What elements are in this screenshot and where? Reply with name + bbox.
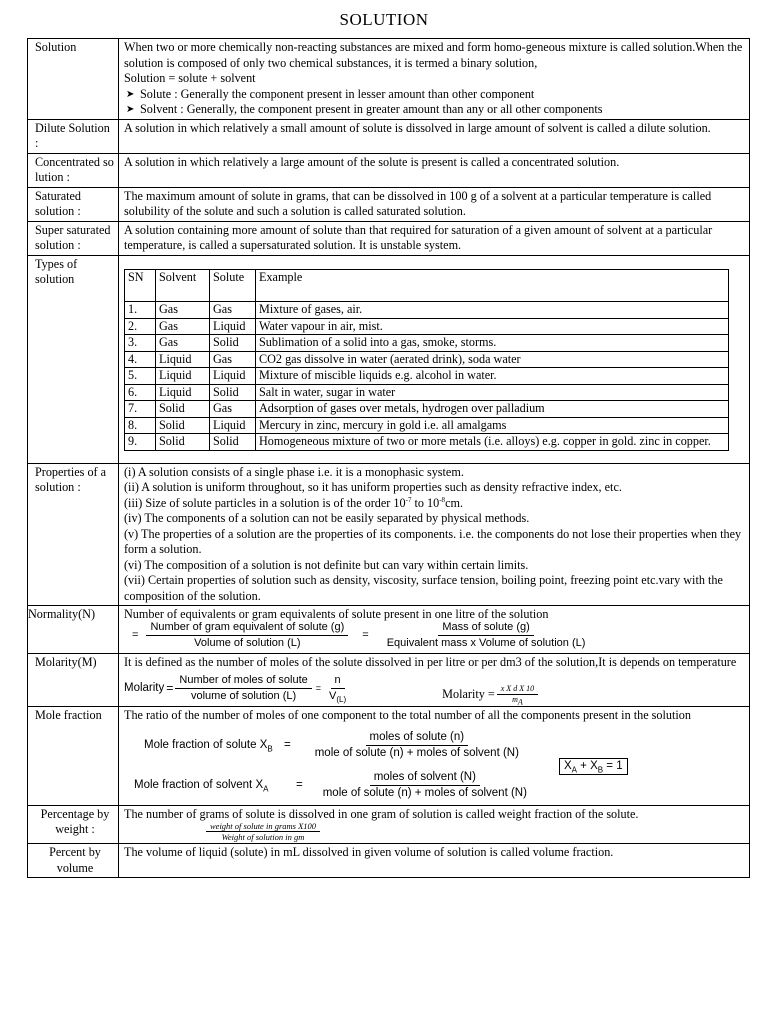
- label-dilute: Dilute Solution :: [28, 119, 119, 153]
- types-cell-solvent: Gas: [156, 335, 210, 352]
- types-cell-solute: Liquid: [210, 368, 256, 385]
- types-cell-example: Water vapour in air, mist.: [256, 318, 729, 335]
- bullet-solvent: ➤ Solvent : Generally, the component present in greater amount than any or all other components: [126, 102, 603, 116]
- row-molarity: [28, 653, 750, 707]
- types-cell-sn: 3.: [125, 335, 156, 352]
- types-row: [125, 335, 729, 352]
- mole-fraction-solvent-fraction: $\frac{\text{moles of solvent (N)}}{\text{mole of solute (n) + moles of solvent (N)}}$: [322, 770, 527, 799]
- molarity-definition: It is defined as the number of moles of the solute dissolved in per litre or per dm3 of the solution,It is depends on temperature: [124, 654, 737, 669]
- row-supersaturated: [28, 221, 750, 255]
- types-cell-example: Salt in water, sugar in water: [256, 384, 729, 401]
- page-title: SOLUTION: [339, 10, 429, 29]
- header-solute: Solute: [210, 269, 256, 302]
- types-cell-solute: Gas: [210, 401, 256, 418]
- label-supersaturated: Super saturated solution :: [28, 221, 119, 255]
- content-dilute: A solution in which relatively a small amount of solute is dissolved in large amount of solvent is called a dilute solution.: [119, 119, 750, 153]
- types-row: [125, 351, 729, 368]
- types-row: [125, 318, 729, 335]
- types-cell-solute: Gas: [210, 302, 256, 319]
- types-cell-sn: 2.: [125, 318, 156, 335]
- row-saturated: [28, 187, 750, 221]
- types-cell-example: CO2 gas dissolve in water (aerated drink), soda water: [256, 351, 729, 368]
- types-body: [125, 302, 729, 451]
- row-properties: [28, 463, 750, 606]
- solution-equation: Solution = solute + solvent: [124, 71, 256, 85]
- content-percent-volume: The volume of liquid (solute) in mL dissolved in given volume of solution is called volume fraction.: [119, 844, 750, 878]
- types-header-row: [125, 269, 729, 302]
- types-row: [125, 368, 729, 385]
- types-row: [125, 302, 729, 319]
- types-cell-solvent: Gas: [156, 302, 210, 319]
- percentage-definition: The number of grams of solute is dissolved in one gram of solution is called weight fraction of the solute.: [124, 806, 639, 821]
- types-cell-solute: Solid: [210, 384, 256, 401]
- row-concentrated: [28, 153, 750, 187]
- label-mole-fraction: Mole fraction: [28, 707, 119, 806]
- types-cell-solute: Gas: [210, 351, 256, 368]
- normality-fraction-2: $\frac{\text{Mass of solute (g)}}{\text{Equivalent mass x Volume of solution (L)}}$: [386, 620, 586, 649]
- types-cell-sn: 7.: [125, 401, 156, 418]
- header-solvent: Solvent: [156, 269, 210, 302]
- row-solution: [28, 39, 750, 120]
- percentage-fraction: $\frac{\text{weight of solute in grams X100}}{\text{Weight of solution in gm}}$: [206, 821, 320, 842]
- row-dilute: [28, 119, 750, 153]
- types-cell-example: Homogeneous mixture of two or more metals (i.e. alloys) e.g. copper in gold. zinc in copper.: [256, 434, 729, 451]
- label-solution: Solution: [28, 39, 119, 120]
- types-cell-solvent: Solid: [156, 417, 210, 434]
- label-molarity: Molarity(M): [28, 653, 119, 707]
- normality-formula: = $\frac{\text{Number of gram equivalent of solute (g)}}{\text{Volume of solution (L)}}$ = $\frac{\text{Mass of solute (g)}}{\text{Equivalent mass x Volume of solution (L)}}$: [124, 620, 746, 652]
- types-cell-solvent: Gas: [156, 318, 210, 335]
- types-row: [125, 417, 729, 434]
- normality-fraction-1: $\frac{\text{Number of gram equivalent of solute (g)}}{\text{Volume of solution (L)}}$: [146, 620, 348, 652]
- label-types: Types of solution: [28, 255, 119, 463]
- types-cell-sn: 5.: [125, 368, 156, 385]
- label-properties: Properties of a solution :: [28, 463, 119, 606]
- row-types: [28, 255, 750, 463]
- types-cell-example: Mixture of gases, air.: [256, 302, 729, 319]
- types-cell-sn: 1.: [125, 302, 156, 319]
- types-row: [125, 434, 729, 451]
- row-percent-volume: [28, 844, 750, 878]
- content-percentage-weight: [119, 805, 750, 844]
- solution-bullets: [124, 87, 746, 118]
- content-mole-fraction: [119, 707, 750, 806]
- types-cell-solute: Liquid: [210, 417, 256, 434]
- types-cell-solvent: Liquid: [156, 351, 210, 368]
- types-cell-solvent: Liquid: [156, 384, 210, 401]
- mole-fraction-solute-formula: Mole fraction of solute $X_B$ = $\frac{\text{moles of solute (n)}}{\text{mole of solute (n) + moles of solvent (N)}}$: [144, 730, 746, 762]
- mole-fraction-solute-fraction: $\frac{\text{moles of solute (n)}}{\text{mole of solute (n) + moles of solvent (N)}}$: [314, 730, 519, 759]
- molarity-fraction-n-v: $\frac{n}{V_{(L)}}$: [329, 673, 347, 705]
- header-example: Example: [256, 269, 729, 302]
- types-row: [125, 384, 729, 401]
- types-cell-example: Adsorption of gases over metals, hydrogen over palladium: [256, 401, 729, 418]
- types-cell-sn: 9.: [125, 434, 156, 451]
- property-item: (vi) The composition of a solution is not definite but can vary within certain limits.: [124, 557, 529, 572]
- molarity-alt-fraction: $\frac{\text{x X d X 10}}{m_A}$: [497, 684, 538, 705]
- label-normality: Normality(N): [28, 606, 119, 654]
- content-types: [119, 255, 750, 463]
- mole-fraction-solvent-formula: Mole fraction of solvent $X_A$ = $\frac{\text{moles of solvent (N)}}{\text{mole of solute (n) + moles of solvent (N)}}$ $X_A + X_B = 1$: [134, 770, 746, 802]
- row-percentage-weight: [28, 805, 750, 844]
- molarity-formula-label: Molarity: [124, 681, 165, 694]
- molarity-fraction: $\frac{\text{Number of moles of solute}}{\text{volume of solution (L)}}$: [175, 673, 311, 705]
- content-normality: [119, 606, 750, 654]
- row-normality: [28, 606, 750, 654]
- types-table: [124, 269, 729, 451]
- types-cell-solute: Solid: [210, 335, 256, 352]
- solution-table: [27, 38, 750, 878]
- normality-definition: Number of equivalents or gram equivalents of solute present in one litre of the solution: [124, 607, 549, 621]
- label-percent-volume: Percent by volume: [28, 844, 119, 878]
- content-molarity: [119, 653, 750, 707]
- types-cell-solute: Liquid: [210, 318, 256, 335]
- property-item: (iii) Size of solute particles in a solution is of the order $10^{-7}$ to $10^{-8}cm$.: [124, 495, 463, 510]
- types-cell-example: Mercury in zinc, mercury in gold i.e. all amalgams: [256, 417, 729, 434]
- property-item: (v) The properties of a solution are the properties of its components. i.e. the components do not lose their properties when they form a solution.: [124, 526, 742, 556]
- types-cell-example: Sublimation of a solid into a gas, smoke, storms.: [256, 335, 729, 352]
- row-mole-fraction: [28, 707, 750, 806]
- arrow-bullet-icon: ➤: [126, 88, 135, 100]
- label-concentrated: Concentrated solution :: [28, 153, 119, 187]
- types-cell-solute: Solid: [210, 434, 256, 451]
- mole-fraction-definition: The ratio of the number of moles of one component to the total number of all the components present in the solution: [124, 708, 691, 722]
- types-cell-sn: 4.: [125, 351, 156, 368]
- types-cell-solvent: Solid: [156, 401, 210, 418]
- arrow-bullet-icon: ➤: [126, 104, 135, 115]
- bullet-solute: ➤ Solute : Generally the component present in lesser amount than other component: [126, 86, 535, 101]
- property-item: (vii) Certain properties of solution such as density, viscosity, surface tension, boiling point, freezing point etc.vary with the composition of the solution.: [124, 573, 723, 603]
- types-cell-sn: 8.: [125, 417, 156, 434]
- solution-definition: When two or more chemically non-reacting substances are mixed and form homo-geneous mixture is called solution.When the solution is composed of only two chemical substances, it is termed a binary solution,: [124, 40, 743, 70]
- content-supersaturated: A solution containing more amount of solute than that required for saturation of a given amount of solvent at a particular temperature, is called a supersaturated solution. It is unstable system.: [119, 221, 750, 255]
- label-saturated: Saturated solution :: [28, 187, 119, 221]
- content-concentrated: A solution in which relatively a large amount of the solute is present is called a concentrated solution.: [119, 153, 750, 187]
- property-item: (i) A solution consists of a single phase i.e. it is a monophasic system.: [124, 464, 464, 479]
- header-sn: SN: [125, 269, 156, 302]
- types-cell-example: Mixture of miscible liquids e.g. alcohol in water.: [256, 368, 729, 385]
- label-percentage-weight: Percentage by weight :: [28, 805, 119, 844]
- property-item: (iv) The components of a solution can not be easily separated by physical methods.: [124, 511, 530, 525]
- molarity-alt-label: Molarity =: [442, 686, 495, 701]
- molarity-formula: Molarity = $\frac{\text{Number of moles of solute}}{\text{volume of solution (L)}}$ = $\frac{n}{V_{(L)}}$ Molarity = $\frac{\text{x X d X 10}}{m_A}$: [124, 672, 746, 705]
- content-saturated: The maximum amount of solute in grams, that can be dissolved in 100 g of a solvent at a particular temperature is called solubility of the solute and such a solution is called saturated solution.: [119, 187, 750, 221]
- content-properties: [119, 463, 750, 606]
- types-cell-solvent: Liquid: [156, 368, 210, 385]
- types-cell-sn: 6.: [125, 384, 156, 401]
- types-row: [125, 401, 729, 418]
- mole-fraction-sum-box: $X_A + X_B = 1$: [559, 758, 628, 776]
- types-cell-solvent: Solid: [156, 434, 210, 451]
- property-item: (ii) A solution is uniform throughout, so it has uniform properties such as density refractive index, etc.: [124, 480, 622, 494]
- content-solution: [119, 39, 750, 120]
